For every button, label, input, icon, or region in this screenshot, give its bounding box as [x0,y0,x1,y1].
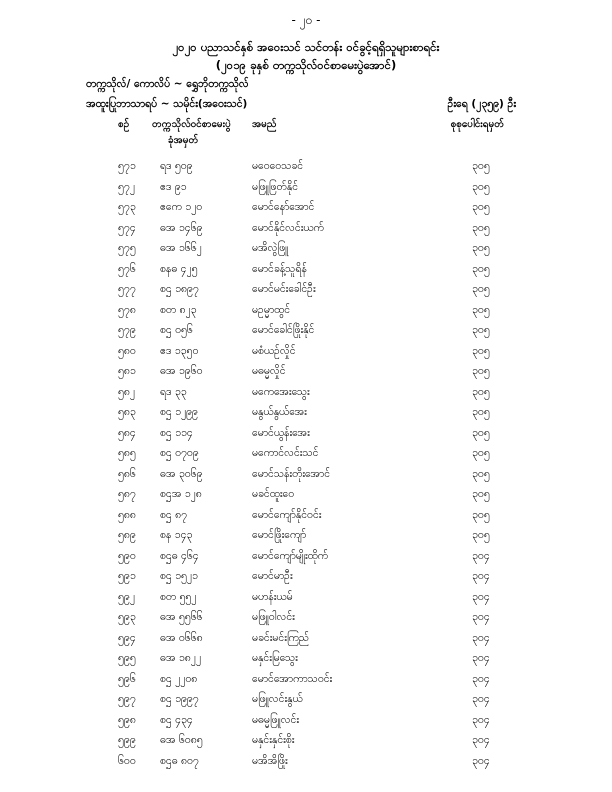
roll-number: စဌဓ ၈၀၇ [160,754,199,767]
roll-number: ဧဒ ၉၁ [160,180,187,193]
roll-number: စတ ၅၅၂ [160,590,197,603]
row-number: ၅၇၂ [118,180,135,193]
student-name: မနွယ်နွယ်အေး [252,406,307,418]
total-score: ၃၀၅ [472,303,490,316]
roll-number: ရဒ ၅၀၉ [160,160,193,172]
row-number: ၅၈၂ [118,385,136,398]
student-name: မဖြူဝါလင်း [252,611,295,623]
student-name: မဟန်းယမ် [252,590,293,603]
total-score: ၃၀၅ [472,180,490,193]
student-name: မအိလွဲဖြူ [252,242,289,254]
student-name: မဖြူဖြတ်နိုင် [252,180,299,193]
roll-number: စဌ ၁၂၉၉ [160,406,198,418]
results-table [0,160,612,775]
row-number: ၅၇၄ [118,221,136,234]
roll-number: စနဓ ၄၂၅ [160,262,198,275]
table-row [0,242,612,263]
total-score: ၃၀၅ [472,283,490,295]
roll-number: စတ ၈၂၃ [160,303,197,316]
table-row [0,427,612,448]
total-score: ၃၀၅ [472,447,490,459]
student-name: မဝေဝေသခင် [252,160,304,172]
table-row [0,345,612,366]
roll-number: စဌ ၁၉၉၇ [160,693,199,705]
total-score: ၃၀၄ [472,549,490,562]
roll-number: စဌ ၂၂၀၈ [160,672,198,685]
roll-number: ရဒ ၃၃ [160,385,187,398]
table-row [0,283,612,304]
table-row [0,734,612,755]
table-row [0,468,612,489]
total-score: ၃၀၅ [472,344,490,357]
total-score: ၃၀၅ [472,221,490,234]
total-score: ၃၀၅ [472,201,490,213]
row-number: ၅၇၅ [118,242,136,254]
header-score: စုစုပေါင်းရမှတ် [450,119,504,130]
row-number: ၅၉၇ [118,693,136,705]
total-score: ၃၀၅ [472,488,490,500]
table-row [0,755,612,776]
document-title: ၂၀၂၀ ပညာသင်နှစ် အဝေးသင် သင်တန်း ဝင်ခွင့်ရရှိသူများစာရင်း [172,40,440,54]
table-row [0,447,612,468]
table-row [0,652,612,673]
student-name: မောင်ခေါင်ဖြိုးနိုင် [252,324,315,336]
row-number: ၅၈၈ [118,508,136,521]
student-name: မနှင်းနှင်းစိုး [252,734,295,746]
student-name: မနှင်းမြသွေး [252,652,298,664]
student-name: မဓမ္မလှိုင် [252,365,286,377]
row-number: ၅၇၃ [118,201,136,213]
roll-number: ဓအ ၀၆၆၈ [160,631,203,644]
total-score: ၃၀၅ [472,385,490,398]
row-number: ၅၇၆ [118,262,136,275]
row-number: ၅၈၇ [118,488,136,500]
row-number: ၅၈၄ [118,426,136,439]
student-name: မောင်ကျော်မျိုးထိုက် [252,549,329,562]
row-number: ၅၈၉ [118,529,136,541]
total-score: ၃၀၄ [472,652,490,664]
total-score: ၃၀၅ [472,324,490,336]
row-number: ၅၉၀ [118,549,136,562]
roll-number: စဌ ၁၅၂၁ [160,570,198,582]
table-row [0,222,612,243]
table-row [0,529,612,550]
roll-number: ဓအ ၅၅၆၆ [160,611,203,623]
roll-number: စန ၁၄၃ [160,529,193,541]
roll-number: စဌ ၁၈၉၇ [160,283,199,295]
roll-number: ဓအ ၁၉၆၀ [160,365,203,377]
total-count: ဦးရေ (၂၃၅၉) ဦး [447,98,516,110]
table-row [0,611,612,632]
table-row [0,304,612,325]
student-name: မခင်းမင်းကြည် [252,631,310,644]
total-score: ၃၀၅ [472,467,490,480]
student-name: မဥမ္မာထွင် [252,303,291,316]
total-score: ၃၀၄ [472,570,490,582]
table-row [0,714,612,735]
student-name: မောင်နိုင်လင်းယက် [252,221,324,234]
total-score: ၃၀၅ [472,508,490,521]
roll-number: စဌ ၈၇ [160,508,187,521]
row-number: ၅၉၂ [118,590,135,603]
table-row [0,550,612,571]
table-row [0,263,612,284]
student-name: မောင်ယွန်းအေး [252,426,310,439]
total-score: ၃၀၅ [472,365,490,377]
student-name: မဖြူလင်းနွယ် [252,693,303,705]
table-row [0,181,612,202]
header-name: အမည် [252,119,277,130]
roll-number: ဧဒ ၁၃၅၀ [160,344,199,357]
table-row [0,201,612,222]
row-number: ၅၇၉ [118,324,136,336]
table-row [0,365,612,386]
student-name: မဓမ္မဖြူလင်း [252,713,300,726]
row-number: ၅၉၄ [118,631,136,644]
total-score: ၃၀၅ [472,529,490,541]
roll-number: စဌ ၀၇၀၉ [160,447,199,459]
table-row [0,673,612,694]
student-name: မောင်ကျော်နိုင်ဝင်း [252,508,322,521]
total-score: ၃၀၄ [472,713,490,726]
roll-number: စဌအ ၁၂၈ [160,488,202,500]
roll-number: ဓအ ၁၄၆၉ [160,221,203,234]
roll-number: ဓအ ၃၀၆၉ [160,467,203,480]
row-number: ၅၇၈ [118,303,136,316]
row-number: ၅၈၀ [118,344,136,357]
header-roll: တက္ကသိုလ်ဝင်စာမေးပွဲ [152,119,231,130]
table-row [0,488,612,509]
row-number: ၅၈၅ [118,447,136,459]
table-row [0,509,612,530]
total-score: ၃၀၄ [472,631,490,644]
student-name: မောင်သန်းတိုးအောင် [252,467,331,480]
row-number: ၆၀၀ [118,754,136,767]
row-number: ၅၉၅ [118,652,136,664]
row-number: ၅၉၁ [118,570,136,582]
table-row [0,693,612,714]
roll-number: ဧကေ ၁၂၀ [160,201,203,213]
total-score: ၃၀၄ [472,590,490,603]
row-number: ၅၇၁ [118,160,136,172]
header-roll-number: ခုံအမှတ် [168,135,199,146]
total-score: ၃၀၄ [472,754,490,767]
header-no: စဉ် [118,119,130,130]
student-name: မောင်မင်းခေါင်ဦး [252,283,316,295]
row-number: ၅၈၃ [118,406,136,418]
row-number: ၅၈၆ [118,467,136,480]
roll-number: စဌဓ ၄၆၄ [160,549,199,562]
student-name: မကေအေးသွေး [252,385,310,398]
total-score: ၃၀၅ [472,160,490,172]
roll-number: စဌ ၄၃၄ [160,713,193,726]
row-number: ၅၉၆ [118,672,136,685]
roll-number: စဌ ၀၅၆ [160,324,193,336]
total-score: ၃၀၄ [472,693,490,705]
row-number: ၅၉၈ [118,713,136,726]
table-row [0,632,612,653]
table-row [0,386,612,407]
total-score: ၃၀၄ [472,672,490,685]
total-score: ၃၀၅ [472,406,490,418]
row-number: ၅၉၃ [118,611,136,623]
total-score: ၃၀၅ [472,242,490,254]
page-number: - ၂၀ - [291,13,321,27]
document-subtitle: (၂၀၁၉ ခုနှစ် တက္ကသိုလ်ဝင်စာမေးပွဲအောင်) [215,58,397,72]
roll-number: ဓအ ၁၈၂၂ [160,652,202,664]
student-name: မကောင်လင်းသင် [252,447,319,459]
student-name: မအိအိဖြိုး [252,754,288,767]
student-name: မောင်မာဦး [252,570,293,582]
row-number: ၅၉၉ [118,734,136,746]
roll-number: ဓအ ၆၀၈၅ [160,734,203,746]
table-row [0,406,612,427]
student-name: မခင်ထူးဝေ [252,488,295,500]
total-score: ၃၀၄ [472,734,490,746]
subject-line: အထူးပြုဘာသာရပ် ~ သမိုင်း(အဝေးသင်) [86,98,248,110]
student-name: မောင်ခန့်သူရိန် [252,262,307,275]
total-score: ၃၀၅ [472,262,490,275]
roll-number: စဌ ၁၁၄ [160,426,193,439]
student-name: မစံယဉ်လှိုင် [252,344,296,357]
university-line: တက္ကသိုလ်/ ကောလိပ် ~ ရွှေဘိုတက္ကသိုလ် [86,78,249,90]
roll-number: ဓအ ၁၆၆၂ [160,242,202,254]
table-row [0,160,612,181]
student-name: မောင်နော်အောင် [252,201,315,213]
student-name: မောင်ဖြိုးကျော် [252,529,307,541]
table-row [0,324,612,345]
table-row [0,591,612,612]
total-score: ၃၀၄ [472,611,490,623]
student-name: မောင်အောကာသဝင်း [252,672,333,685]
table-row [0,570,612,591]
total-score: ၃၀၅ [472,426,490,439]
row-number: ၅၈၁ [118,365,136,377]
row-number: ၅၇၇ [118,283,136,295]
